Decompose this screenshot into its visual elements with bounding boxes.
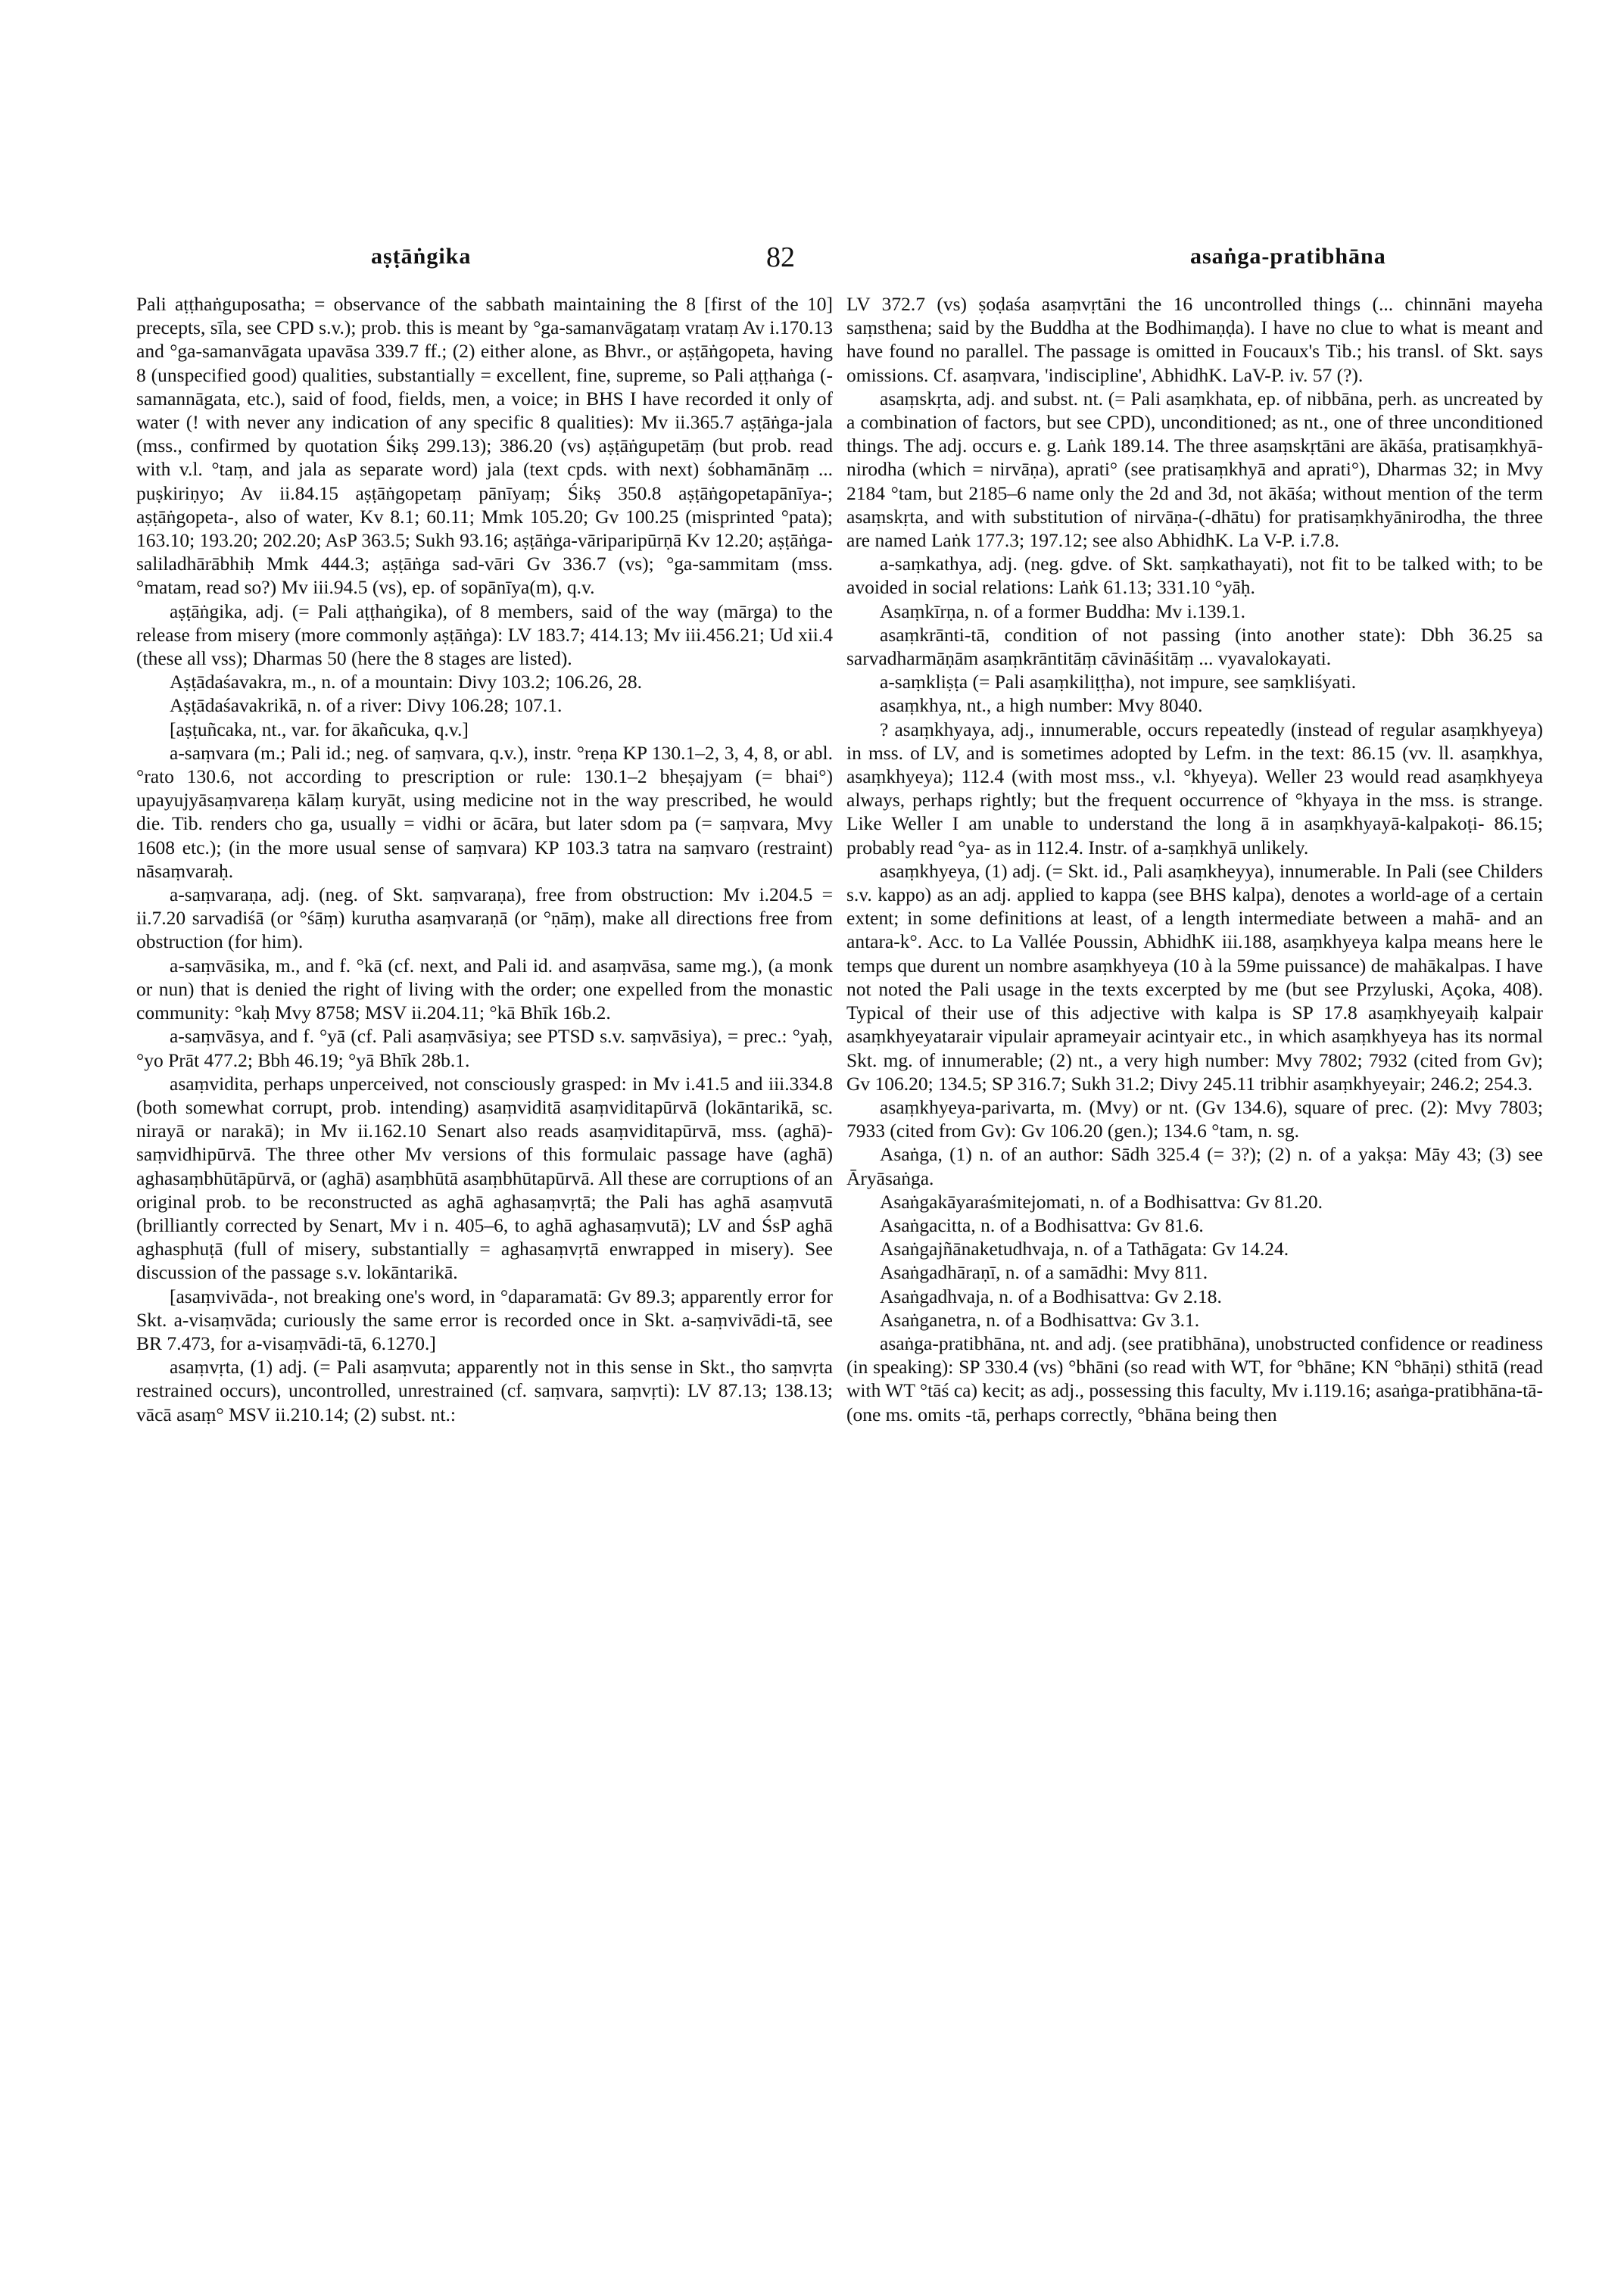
entry-asamkirna: Asaṃkīrṇa, n. of a former Buddha: Mv i.139.1. xyxy=(880,600,1245,622)
entry-a-samvasya: a-saṃvāsya, and f. °yā (cf. Pali asaṃvāsiya; see PTSD s.v. saṃvāsiya), = prec.: °yaḥ, °yo Prāt 477.2; Bbh 46.19; °yā Bhīk 28b.1. xyxy=(136,1025,833,1071)
entry-asanga-pratibhana: asaṅga-pratibhāna, nt. and adj. (see pratibhāna), unobstructed confidence or readiness (in speaking): SP 330.4 (vs) °bhāni (so read with WT, for °bhāne; KN °bhāṇi) sthitā (read with WT °tāś ca) kecit; as adj., possessing this faculty, Mv i.119.16; asaṅga-pratibhāna-tā- (one ms. omits -tā, perhaps correctly, °bhāna being then xyxy=(846,1332,1543,1425)
entry-a-samvarana: a-saṃvaraṇa, adj. (neg. of Skt. saṃvaraṇa), free from obstruction: Mv i.204.5 = ii.7.20 sarvadiśā (or °śāṃ) kurutha asaṃvaraṇā (or °ṇāṃ), make all directions free from obstruction (for him). xyxy=(136,883,833,953)
entry-a-samvasika: a-saṃvāsika, m., and f. °kā (cf. next, and Pali id. and asaṃvāsa, same mg.), (a monk or nun) that is denied the right of living with the order; one expelled from the monastic community: °kaḥ Mvy 8758; MSV ii.204.11; °kā Bhīk 16b.2. xyxy=(136,954,833,1024)
entry-asangajnanaketudhvaja: Asaṅgajñānaketudhvaja, n. of a Tathāgata: Gv 14.24. xyxy=(880,1238,1289,1260)
entry-asamskrta: asaṃskṛta, adj. and subst. nt. (= Pali asaṃkhata, ep. of nibbāna, perh. as uncreated by a combination of factors, but see CPD), unconditioned; as nt., one of three unconditioned things. The adj. occurs e. g. Laṅk 189.14. The three asaṃskṛtāni are ākāśa, pratisaṃkhyā-nirodha (which = nirvāṇa), aprati° (see pratisaṃkhyā and aprati°), Dharmas 32; in Mvy 2184 °tam, but 2185–6 name only the 2d and 3d, not ākāśa; without mention of the term asaṃskṛta, and with substitution of nirvāṇa-(-dhātu) for pratisaṃkhyānirodha, the three are named Laṅk 177.3; 197.12; see also AbhidhK. La V-P. i.7.8. xyxy=(846,387,1543,552)
entry-astadasavakrika: Aṣṭādaśavakrikā, n. of a river: Divy 106.28; 107.1. xyxy=(170,694,563,717)
entry-asamkhyeya: asaṃkhyeya, (1) adj. (= Skt. id., Pali asaṃkheyya), innumerable. In Pali (see Childers s.v. kappo) as an adj. applied to kappa (see BHS kalpa), denotes a world-age of a certain extent; in some definitions at least, of a length intermediate between a mahā- and an antara-k°. Acc. to La Vallée Poussin, AbhidhK iii.188, asaṃkhyeya kalpa means here le temps que durent un nombre asaṃkhyeya (10 à la 59me puissance) de mahākalpas. I have not noted the Pali usage in the texts excerpted by me (but see Przyluski, Açoka, 408). Typical of their use of this adjective with kalpa is SP 17.8 asaṃkhyeyaiḥ kalpair asaṃkhyeyatarair vipulair aprameyair acintyair etc., in which asaṃkhyeya has its normal Skt. mg. of innumerable; (2) nt., a very high number: Mvy 7802; 7932 (cited from Gv); Gv 106.20; 134.5; SP 316.7; Sukh 31.2; Divy 245.11 tribhir asaṃkhyeyair; 246.2; 254.3. xyxy=(846,859,1543,1095)
entry-astadasavakra: Aṣṭādaśavakra, m., n. of a mountain: Divy 103.2; 106.26, 28. xyxy=(170,671,642,693)
entry-continuation: Pali aṭṭhaṅguposatha; = observance of the sabbath maintaining the 8 [first of the 10] precepts, sīla, see CPD s.v.); prob. this is meant by °ga-samanvāgataṃ vrataṃ Av i.170.13 and °ga-samanvāgata upavāsa 339.7 ff.; (2) either alone, as Bhvr., or aṣṭāṅgopeta, having 8 (unspecified good) qualities, substantially = excellent, fine, supreme, so Pali aṭṭhaṅga (-samannāgata, etc.), said of food, fields, men, a voice; in BHS I have recorded it only of water (! with never any indication of any specific 8 qualities): Mv ii.365.7 aṣṭāṅga-jala (mss., confirmed by quotation Śikṣ 299.13); 386.20 (vs) aṣṭāṅgupetāṃ (but prob. read with v.l. °taṃ, and jala as separate word) jala (text cpds. with next) śobhamānāṃ ... puṣkiriṇyo; Av ii.84.15 aṣṭāṅgopetaṃ pānīyaṃ; Śikṣ 350.8 aṣṭāṅgopetapānīya-; aṣṭāṅgopeta-, also of water, Kv 8.1; 60.11; Mmk 105.20; Gv 100.25 (misprinted °pata); 163.10; 193.20; 202.20; AsP 363.5; Sukh 93.16; aṣṭāṅga-vāriparipūrṇā Kv 12.20; aṣṭāṅga-saliladhārābhiḥ Mmk 444.3; aṣṭāṅga sad-vāri Gv 336.7 (vs); °ga-sammitam (mss. °matam, read so?) Mv iii.94.5 (vs), ep. of sopānīya(m), q.v. xyxy=(136,293,833,599)
entry-asanganetra: Asaṅganetra, n. of a Bodhisattva: Gv 3.1. xyxy=(880,1308,1200,1331)
entry-astangika: aṣṭāṅgika, adj. (= Pali aṭṭhaṅgika), of 8 members, said of the way (mārga) to the release from misery (more commonly aṣṭāṅga): LV 183.7; 414.13; Mv iii.456.21; Ud xii.4 (these all vss); Dharmas 50 (here the 8 stages are listed). xyxy=(136,600,833,670)
entry-asamkhya: asaṃkhya, nt., a high number: Mvy 8040. xyxy=(880,694,1203,717)
entry-asangakayarasmitejomati: Asaṅgakāyaraśmitejomati, n. of a Bodhisattva: Gv 81.20. xyxy=(880,1190,1323,1213)
entry-asamvivada: [asaṃvivāda-, not breaking one's word, in °daparamatā: Gv 89.3; apparently error for Skt. a-visaṃvāda; curiously the same error is recorded once in Skt. a-saṃvivādi-tā, see BR 7.473, for a-visaṃvādi-tā, 6.1270.] xyxy=(136,1285,833,1354)
entry-asamvrta: asaṃvṛta, (1) adj. (= Pali asaṃvuta; apparently not in this sense in Skt., tho saṃvṛta restrained occurs), uncontrolled, unrestrained (cf. saṃvara, saṃvṛti): LV 87.13; 138.13; vācā asaṃ° MSV ii.210.14; (2) subst. nt.: xyxy=(136,1356,833,1425)
entry-a-samvara: a-saṃvara (m.; Pali id.; neg. of saṃvara, q.v.), instr. °reṇa KP 130.1–2, 3, 4, 8, or abl. °rato 130.6, not according to prescription or rule: 130.1–2 bheṣajyam (= bhai°) upayujyāsaṃvareṇa kālaṃ kuryāt, using medicine not in the way prescribed, he would die. Tib. renders cho ga, usually = vidhi or ācāra, but later sdom pa (= saṃvara, Mvy 1608 etc.); (in the more usual sense of saṃvara) KP 103.3 tatra na saṃvaro (restraint) nāsaṃvaraḥ. xyxy=(136,741,833,882)
entry-asangadharani: Asaṅgadhāraṇī, n. of a samādhi: Mvy 811. xyxy=(880,1261,1208,1284)
entry-a-samkathya: a-saṃkathya, adj. (neg. gdve. of Skt. saṃkathayati), not fit to be talked with; to be avoided in social relations: Laṅk 61.13; 331.10 °yāḥ. xyxy=(846,553,1543,599)
entry-asamkhyaya: ? asaṃkhyaya, adj., innumerable, occurs repeatedly (instead of regular asaṃkhyeya) in mss. of LV, and is sometimes adopted by Lefm. in the text: 86.15 (vv. ll. asaṃkhya, asaṃkhyeya); 112.4 (with most mss., v.l. °khyeya). Weller 23 would read asaṃkhyeya always, perhaps rightly; but the frequent occurrence of °khyaya in the mss. is strange. Like Weller I am unable to understand the long ā in asaṃkhyayā-kalpakoṭi- 86.15; probably read °ya- as in 112.4. Instr. of a-saṃkhyā unlikely. xyxy=(846,718,1543,858)
entry-asanga: Asaṅga, (1) n. of an author: Sādh 325.4 (= 3?); (2) n. of a yakṣa: Māy 43; (3) see Āryāsaṅga. xyxy=(846,1143,1543,1189)
left-column xyxy=(136,292,833,1426)
page-number: 82 xyxy=(766,241,795,273)
entry-asamkranti-ta: asaṃkrānti-tā, condition of not passing (into another state): Dbh 36.25 sa sarvadharmāṇām asaṃkrāntitāṃ cāvināśitāṃ ... vyavalokayati. xyxy=(846,623,1543,670)
right-running-headword: asaṅga-pratibhāna xyxy=(1190,244,1386,269)
entry-a-samklista: a-saṃkliṣṭa (= Pali asaṃkiliṭṭha), not impure, see saṃkliśyati. xyxy=(880,671,1357,693)
entry-astuncaka: [aṣṭuñcaka, nt., var. for ākañcuka, q.v.] xyxy=(170,718,469,740)
left-running-headword: aṣṭāṅgika xyxy=(371,244,472,269)
entry-asamvidita: asaṃvidita, perhaps unperceived, not consciously grasped: in Mv i.41.5 and iii.334.8 (both somewhat corrupt, prob. intending) asaṃviditā asaṃviditapūrvā (lokāntarikā, sc. nirayā or narakā); in Mv ii.162.10 Senart also reads asaṃviditapūrvā, mss. (aghā)-saṃvidhipūrvā. The three other Mv versions of this formulaic passage have (aghā) aghasaṃbhūtāpūrvā, or (aghā) asaṃbhūtā asaṃbhūtapūrvā. All these are corruptions of an original prob. to be reconstructed as aghā aghasaṃvṛtā; the Pali has aghā asaṃvutā (brilliantly corrected by Senart, Mv i n. 405–6, to aghā aghasaṃvutā); LV and ŚsP aghā aghasphuṭā (full of misery, substantially = aghasaṃvṛtā enwrapped in misery). See discussion of the passage s.v. lokāntarikā. xyxy=(136,1072,833,1284)
entry-asangacitta: Asaṅgacitta, n. of a Bodhisattva: Gv 81.6. xyxy=(880,1213,1204,1236)
entry-asangadhvaja: Asaṅgadhvaja, n. of a Bodhisattva: Gv 2.18. xyxy=(880,1285,1222,1307)
page-header xyxy=(0,241,1624,280)
right-column xyxy=(846,292,1543,1426)
entry-continuation: LV 372.7 (vs) ṣoḍaśa asaṃvṛtāni the 16 uncontrolled things (... chinnāni mayeha saṃsthena; said by the Buddha at the Bodhimaṇḍa). I have no clue to what is meant and have found no parallel. The passage is omitted in Foucaux's Tib.; his transl. of Skt. says omissions. Cf. asaṃvara, 'indiscipline', AbhidhK. LaV-P. iv. 57 (?). xyxy=(846,293,1543,386)
entry-asamkhyeya-parivarta: asaṃkhyeya-parivarta, m. (Mvy) or nt. (Gv 134.6), square of prec. (2): Mvy 7803; 7933 (cited from Gv): Gv 106.20 (gen.); 134.6 °tam, n. sg. xyxy=(846,1095,1543,1142)
